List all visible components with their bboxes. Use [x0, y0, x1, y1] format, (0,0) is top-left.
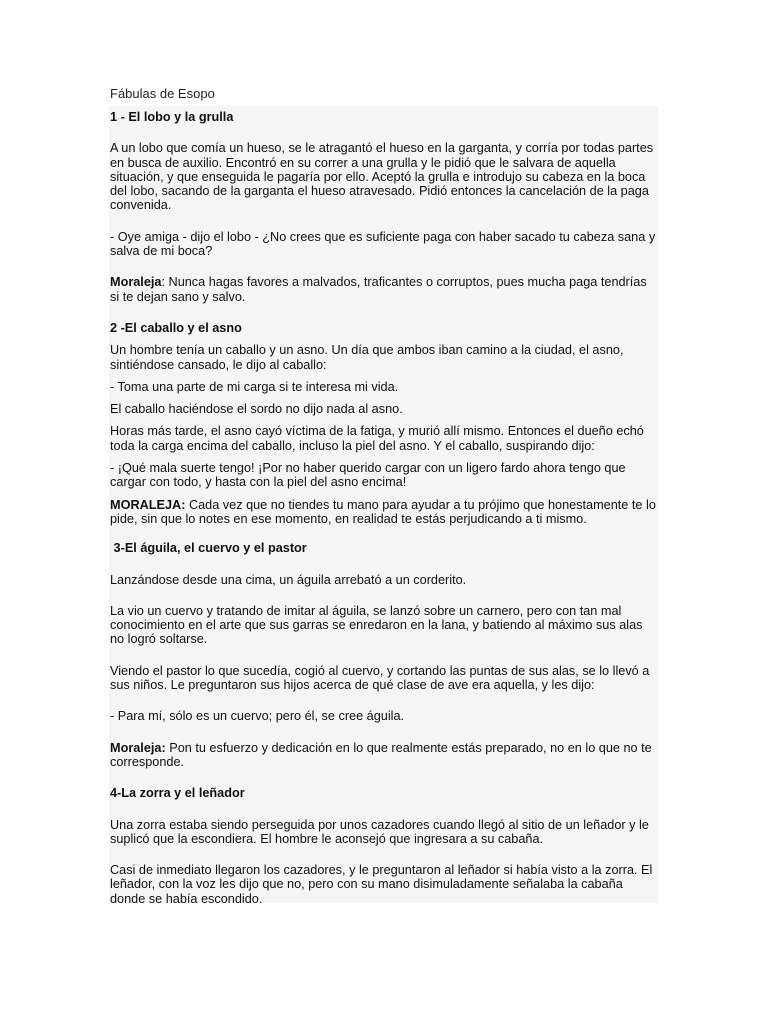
- fable3-paragraph: Lanzándose desde una cima, un águila arrebató a un corderito.: [110, 572, 467, 587]
- fable2-heading: 2 -El caballo y el asno: [110, 320, 242, 335]
- fable2-dialogue: - ¡Qué mala suerte tengo! ¡Por no haber querido cargar con un ligero fardo ahora tengo que cargar con todo, y hasta con la piel del asno encima!: [110, 461, 626, 490]
- moral-text: Cada vez que no tiendes tu mano para ayudar a tu prójimo que honestamente te lo pide, sin que lo notes en ese momento, en realidad te estás perjudicando a ti mismo.: [110, 497, 656, 526]
- moral-label: Moraleja:: [110, 740, 166, 755]
- fable3-heading-title: El águila, el cuervo y el pastor: [124, 541, 307, 556]
- fable2-paragraph: Un hombre tenía un caballo y un asno. Un día que ambos iban camino a la ciudad, el asno, sintiéndose cansado, le dijo al caballo:: [110, 343, 624, 372]
- fable4-heading: 4-La zorra y el leñador: [110, 786, 245, 801]
- fable3-moral: [110, 741, 658, 770]
- fable1-dialogue: - Oye amiga - dijo el lobo - ¿No crees que es suficiente paga con haber sacado tu cabeza sana y salva de mi boca?: [110, 229, 656, 259]
- fable1-moral: [110, 275, 658, 304]
- fable3-paragraph: La vio un cuervo y tratando de imitar al águila, se lanzó sobre un carnero, pero con tan mal conocimiento en el arte que sus garras se enredaron en la lana, y batiendo al máximo sus alas no logró soltarse.: [110, 603, 643, 647]
- fable2-paragraph: El caballo haciéndose el sordo no dijo nada al asno.: [110, 402, 403, 417]
- fable1-paragraph: A un lobo que comía un hueso, se le atragantó el hueso en la garganta, y corría por todas partes en busca de auxilio. Encontró en su correr a una grulla y le pidió que le salvara de aquella situación, y que enseguida le pagaría por ello. Aceptó la grulla e introdujo su cabeza en la boca del lobo, sacando de la garganta el hueso atravesado. Pidió entonces la cancelación de la paga convenida.: [110, 141, 654, 213]
- fable4-paragraph: Una zorra estaba siendo perseguida por unos cazadores cuando llegó al sitio de un leñador y le suplicó que la escondiera. El hombre le aconsejó que ingresara a su cabaña.: [110, 817, 649, 846]
- fable3-paragraph: Viendo el pastor lo que sucedía, cogió al cuervo, y cortando las puntas de sus alas, se lo llevó a sus niños. Le preguntaron sus hijos acerca de qué clase de ave era aquella, y les dijo:: [110, 663, 650, 693]
- moral-label: Moraleja: [110, 275, 162, 290]
- fable3-heading-number: 3-: [110, 541, 125, 556]
- fable2-dialogue: - Toma una parte de mi carga si te interesa mi vida.: [110, 379, 399, 394]
- fable2-moral: [110, 498, 658, 527]
- fable1-heading: 1 - El lobo y la grulla: [110, 110, 234, 124]
- moral-label: MORALEJA:: [110, 497, 186, 512]
- fable3-heading: [110, 541, 658, 555]
- fable2-paragraph: Horas más tarde, el asno cayó víctima de la fatiga, y murió allí mismo. Entonces el dueño echó toda la carga encima del caballo, incluso la piel del asno. Y el caballo, suspirando dijo:: [110, 424, 644, 453]
- fable3-dialogue: - Para mí, sólo es un cuervo; pero él, se cree águila.: [110, 709, 405, 724]
- fable4-paragraph: Casi de inmediato llegaron los cazadores, y le preguntaron al leñador si había visto a la zorra. El leñador, con la voz les dijo que no, pero con su mano disimuladamente señalaba la cabaña donde se había escondido.: [110, 863, 653, 906]
- moral-text: : Nunca hagas favores a malvados, traficantes o corruptos, pues mucha paga tendrías si te dejan sano y salvo.: [110, 275, 647, 304]
- document-title: Fábulas de Esopo: [110, 86, 215, 101]
- moral-text: Pon tu esfuerzo y dedicación en lo que realmente estás preparado, no en lo que no te corresponde.: [110, 740, 652, 769]
- document-body: [109, 106, 658, 906]
